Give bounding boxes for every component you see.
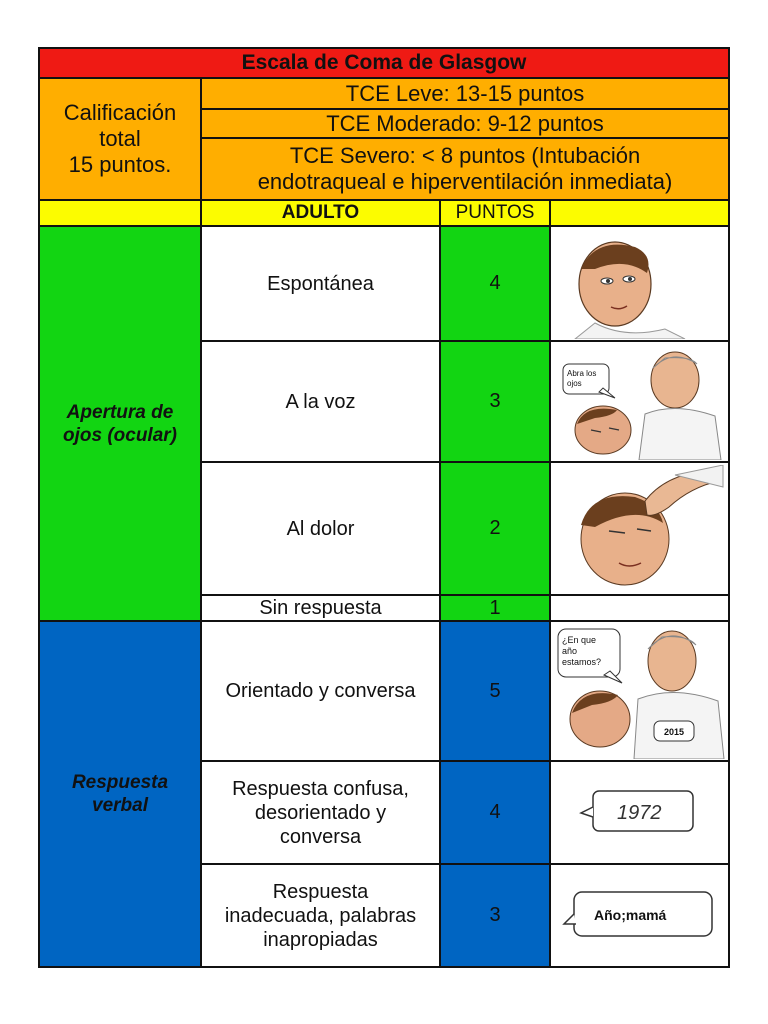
speech-bubble-icon xyxy=(575,783,705,843)
category-verbal-response xyxy=(39,621,201,967)
points-inadecuada: 3 xyxy=(440,864,550,967)
tce-severo-line-2: endotraqueal e hiperventilación inmediata) xyxy=(257,169,673,194)
total-score-line-1: Calificación xyxy=(63,100,177,125)
response-confusa-line-2: desorientado y xyxy=(254,801,387,824)
tce-leve: TCE Leve: 13-15 puntos xyxy=(201,78,729,109)
points-al-dolor: 2 xyxy=(440,462,550,595)
response-orientado: Orientado y conversa xyxy=(201,621,440,761)
response-inadecuada-line-2: inadecuada, palabras xyxy=(224,904,417,927)
response-sin-respuesta: Sin respuesta xyxy=(201,595,440,621)
illustration-eyes-open xyxy=(550,226,729,341)
header-empty-right xyxy=(550,200,729,226)
header-points: PUNTOS xyxy=(440,200,550,226)
total-score-label xyxy=(39,78,201,200)
total-score-line-3: 15 puntos. xyxy=(68,152,172,177)
response-inadecuada-line-1: Respuesta xyxy=(272,880,369,903)
response-espontanea: Espontánea xyxy=(201,226,440,341)
response-confusa-line-1: Respuesta confusa, xyxy=(232,777,409,800)
response-al-dolor: Al dolor xyxy=(201,462,440,595)
doctor-speaking-icon xyxy=(555,344,725,460)
response-confusa xyxy=(201,761,440,864)
header-empty-left xyxy=(39,200,201,226)
speech-bubble-icon xyxy=(560,884,720,948)
response-inadecuada-line-3: inapropiadas xyxy=(263,928,378,951)
doctor-pressing-eyebrow-icon xyxy=(555,465,725,593)
illustration-ano-mama-bubble xyxy=(550,864,729,967)
table-title: Escala de Coma de Glasgow xyxy=(39,48,729,78)
tce-severo-line-1: TCE Severo: < 8 puntos (Intubación xyxy=(289,143,641,168)
points-sin-respuesta: 1 xyxy=(440,595,550,621)
bubble-2015: 2015 xyxy=(663,727,684,737)
illustration-1972-bubble xyxy=(550,761,729,864)
header-adult: ADULTO xyxy=(201,200,440,226)
illustration-doctor-voice xyxy=(550,341,729,462)
illustration-year-question xyxy=(550,621,729,761)
category-verbal-line-2: verbal xyxy=(92,795,148,816)
points-espontanea: 4 xyxy=(440,226,550,341)
points-confusa: 4 xyxy=(440,761,550,864)
patient-face-icon xyxy=(555,229,725,339)
category-eye-line-1: Apertura de xyxy=(66,401,174,423)
svg-text:ojos: ojos xyxy=(566,378,582,388)
bubble-abra-los-ojos: Abra los xyxy=(566,368,596,378)
tce-severo xyxy=(201,138,729,200)
illustration-empty xyxy=(550,595,729,621)
category-eye-line-2: ojos (ocular) xyxy=(62,424,177,446)
bubble-ano-mama: Año;mamá xyxy=(593,906,666,923)
category-verbal-line-1: Respuesta xyxy=(71,772,169,793)
category-eye-opening xyxy=(39,226,201,621)
tce-moderado: TCE Moderado: 9-12 puntos xyxy=(201,109,729,138)
response-confusa-line-3: conversa xyxy=(279,825,362,848)
svg-text:estamos?: estamos? xyxy=(561,657,601,667)
svg-text:año: año xyxy=(561,646,577,656)
total-score-line-2: total xyxy=(99,126,141,151)
response-inadecuada xyxy=(201,864,440,967)
points-orientado: 5 xyxy=(440,621,550,761)
doctor-asking-year-icon xyxy=(554,623,726,759)
glasgow-table xyxy=(38,47,730,968)
response-a-la-voz: A la voz xyxy=(201,341,440,462)
points-a-la-voz: 3 xyxy=(440,341,550,462)
bubble-1972: 1972 xyxy=(616,801,661,824)
bubble-year-question: ¿En que xyxy=(561,635,596,645)
illustration-pain-stimulus xyxy=(550,462,729,595)
